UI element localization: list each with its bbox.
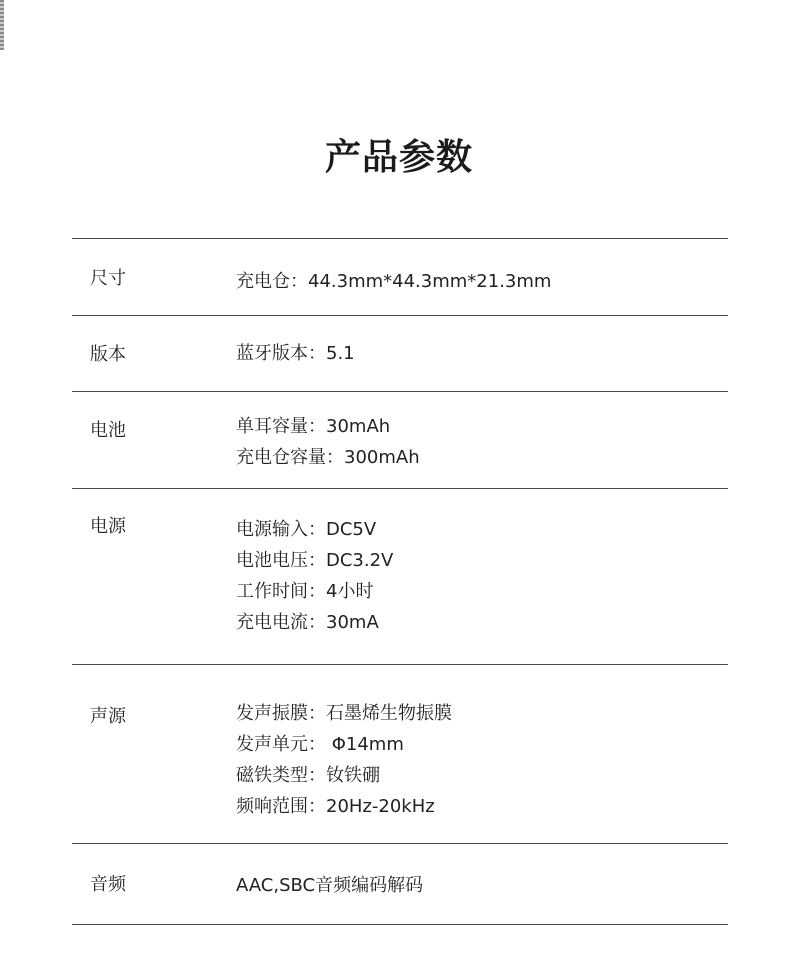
spec-label: 尺寸 [90,268,126,289]
spec-row-size [72,238,728,315]
spec-row-battery [72,391,728,488]
spec-value: 工作时间：4小时 [236,581,374,602]
spec-label: 声源 [90,706,126,727]
spec-row-power [72,488,728,664]
spec-row-audio [72,843,728,925]
spec-label: 版本 [90,344,126,365]
spec-value: 频响范围：20Hz-20kHz [236,796,435,817]
spec-value: 充电电流：30mA [236,612,379,633]
spec-table [72,238,728,925]
spec-row-version [72,315,728,391]
corner-decoration [0,0,4,50]
spec-value: 充电仓容量：300mAh [236,447,420,468]
spec-value: 磁铁类型：钕铁硼 [236,765,380,786]
spec-values [236,411,420,473]
spec-label: 音频 [90,874,126,895]
spec-value: 充电仓：44.3mm*44.3mm*21.3mm [236,271,552,292]
spec-value: 单耳容量：30mAh [236,416,391,437]
spec-values [236,338,355,369]
spec-value: 发声单元： Φ14mm [236,734,404,755]
spec-value: AAC,SBC音频编码解码 [236,875,424,896]
spec-values [236,266,551,297]
spec-label: 电池 [90,420,126,441]
spec-value: 蓝牙版本：5.1 [236,343,355,364]
spec-value: 电池电压：DC3.2V [236,550,394,571]
spec-values [236,870,423,901]
spec-values [236,514,393,638]
spec-values [236,698,452,822]
page-title: 产品参数 [324,137,473,178]
spec-row-sound-source [72,664,728,843]
spec-value: 电源输入：DC5V [236,519,377,540]
spec-label: 电源 [90,516,126,537]
spec-value: 发声振膜：石墨烯生物振膜 [236,703,452,724]
